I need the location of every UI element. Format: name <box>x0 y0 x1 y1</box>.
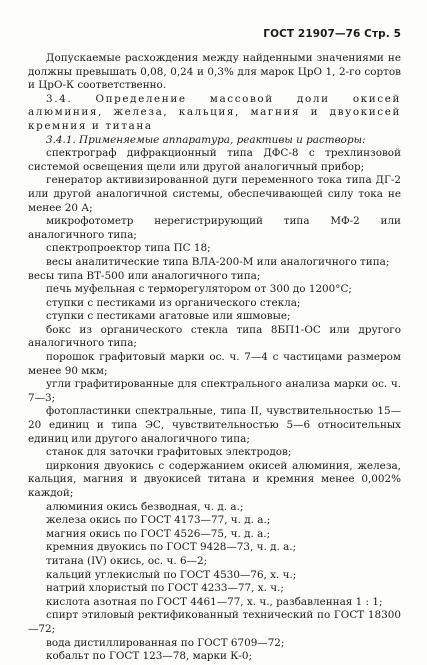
list-item: ступки с пестиками из органического стекла; <box>46 296 301 309</box>
page-header: ГОСТ 21907—76 Стр. 5 <box>263 28 401 40</box>
list-item: магния окись по ГОСТ 4526—75, ч. д. а.; <box>46 527 271 540</box>
list-item: порошок графитовый марки ос. ч. 7—4 с частицами размером менее 90 мкм; <box>28 351 401 377</box>
section-heading-3-4: 3.4. Определение массовой доли окисей алюминия, железа, кальция, магния и двуокисей кремния и титана <box>28 92 401 132</box>
list-item: весы аналитические типа ВЛА-200-М или аналогичного типа; <box>46 255 390 268</box>
list-item: печь муфельная с терморегулятором от 300 до 1200°С; <box>46 283 352 296</box>
list-item: генератор активизированной дуги переменного тока типа ДГ-2 или другой аналогичной системы, обеспечивающей силу тока не менее 20 А; <box>28 174 401 214</box>
list-item: кремния двуокись по ГОСТ 9428—73, ч. д. а.; <box>46 541 297 554</box>
list-item: бокс из органического стекла типа 8БП1-ОС или другого аналогичного типа; <box>28 323 401 350</box>
list-item: ступки с пестиками агатовые или яшмовые; <box>46 310 291 323</box>
paragraph-tolerance: Допускаемые расхождения между найденными значениями не должны превышать 0,08, 0,24 и 0,3% для марок ЦрО 1, 2-го сортов и ЦрО-К соответственно. <box>28 52 401 92</box>
document-body <box>28 52 401 664</box>
list-item: микрофотометр нерегистрирующий типа МФ-2 или аналогичного типа; <box>28 215 401 241</box>
list-item: станок для заточки графитовых электродов; <box>46 446 292 459</box>
list-item: весы типа ВТ-500 или аналогичного типа; <box>28 269 261 282</box>
list-item: спирт этиловый ректификованный технический по ГОСТ 18300—72; <box>28 609 401 635</box>
list-item: железа окись по ГОСТ 4173—77, ч. д. а.; <box>46 514 271 527</box>
list-item: угли графитированные для спектрального анализа марки ос. ч. 7—3; <box>28 378 401 404</box>
list-item: кальций углекислый по ГОСТ 4530—76, х. ч.; <box>46 568 297 581</box>
section-heading-3-4-1: 3.4.1. Применяемые аппаратура, реактивы и растворы: <box>46 133 366 146</box>
list-item: натрий хлористый по ГОСТ 4233—77, х. ч.; <box>46 582 284 595</box>
list-item: спектрограф дифракционный типа ДФС-8 с трехлинзовой системой освещения щели или другой аналогичный прибор; <box>28 147 401 173</box>
list-item: фотопластинки спектральные, типа II, чувствительностью 15—20 единиц и типа ЭС, чувствительностью 5—6 относительных единиц или другого аналогичного типа; <box>28 405 401 445</box>
list-item: вода дистиллированная по ГОСТ 6709—72; <box>46 636 285 649</box>
list-item: кобальт по ГОСТ 123—78, марки К-0; <box>46 650 252 663</box>
list-item: спектропроектор типа ПС 18; <box>46 242 211 255</box>
list-item: кислота азотная по ГОСТ 4461—77, х. ч., разбавленная 1 : 1; <box>46 595 383 608</box>
list-item: алюминия окись безводная, ч. д. а.; <box>46 500 244 513</box>
list-item: циркония двуокись с содержанием окисей алюминия, железа, кальция, магния и двуокисей титана и кремния менее 0,002% каждой; <box>28 459 401 499</box>
list-item: титана (IV) окись, ос. ч. 6—2; <box>46 554 208 567</box>
